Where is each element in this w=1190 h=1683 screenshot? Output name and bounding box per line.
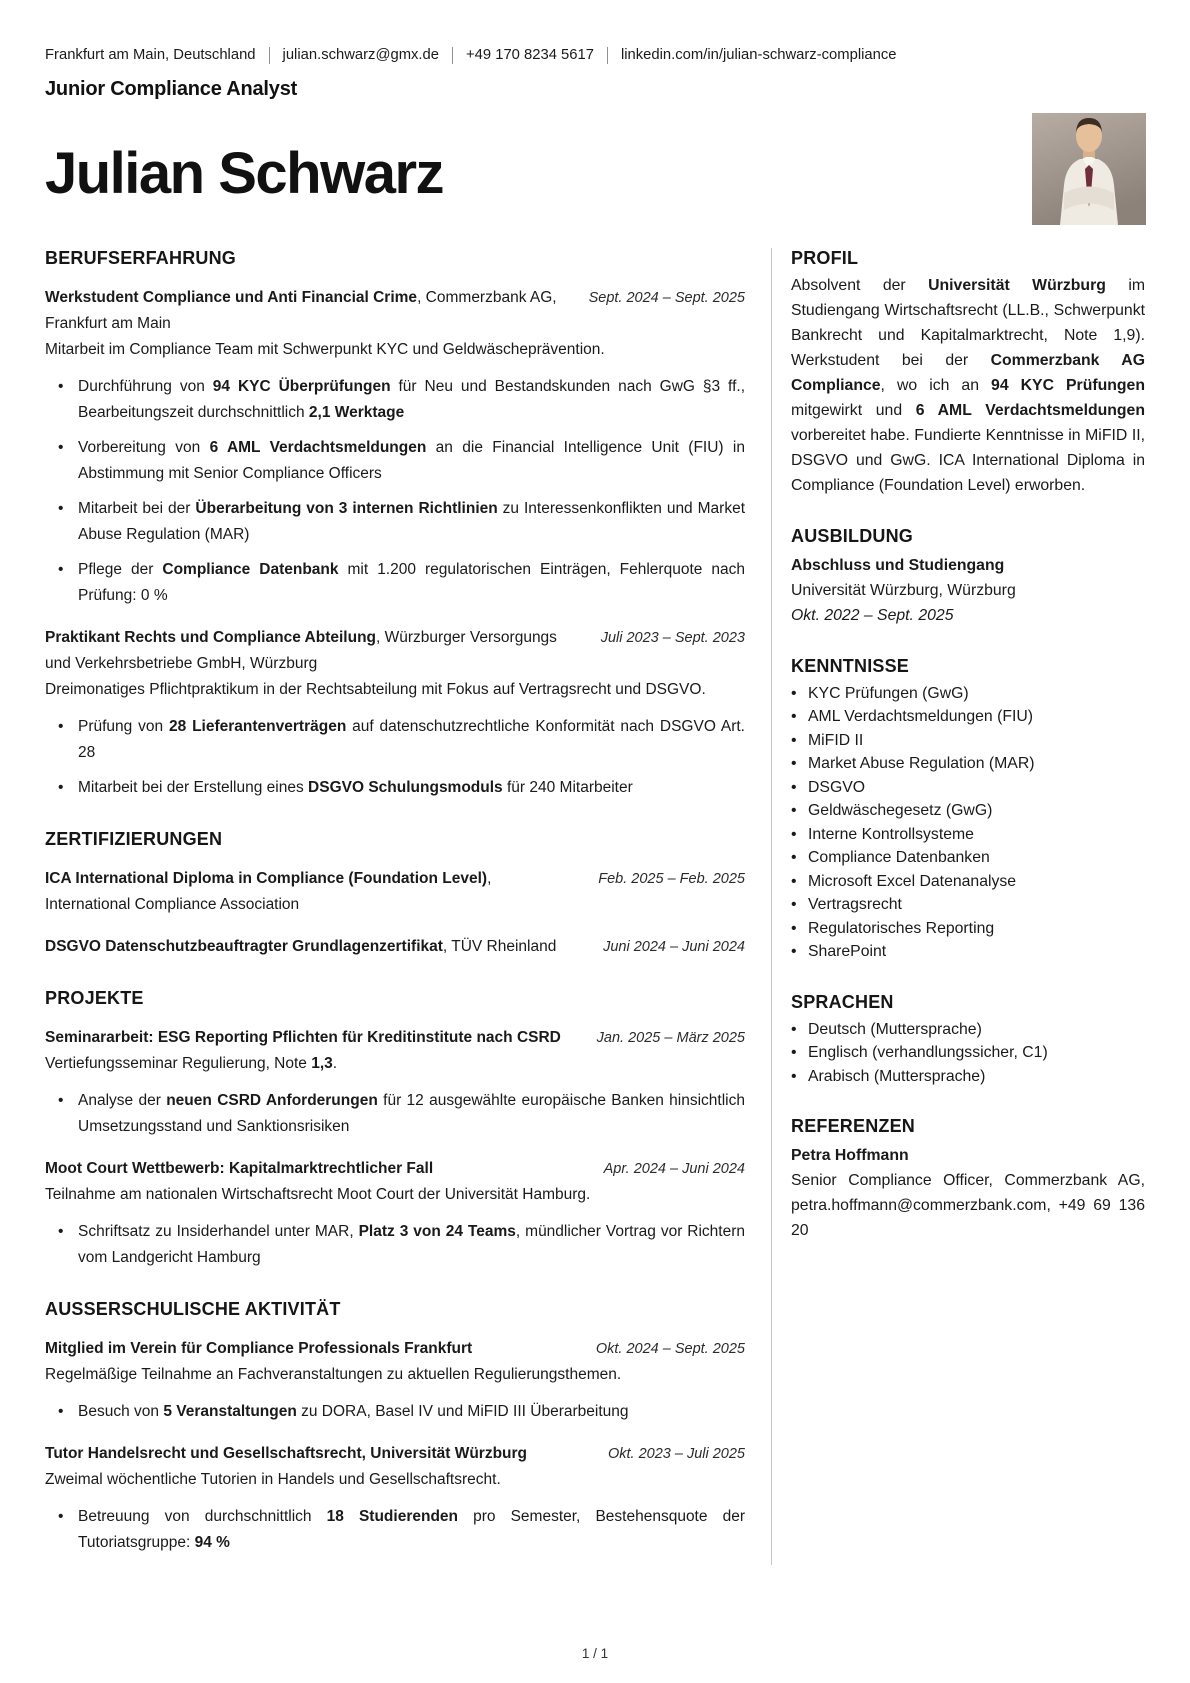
entry-title-row [45,625,745,677]
education-degree: Abschluss und Studiengang [791,556,1005,574]
skill-label: SharePoint [808,943,887,961]
language-item [791,1019,1145,1042]
bullet-list [45,1088,745,1140]
bullet-text: Prüfung von 28 Lieferantenverträgen auf datenschutzrechtliche Konformität nach DSGVO Art. 28 [78,717,745,761]
bullet-icon: • [791,802,797,820]
profile-photo [1032,113,1146,225]
skill-item [791,941,1145,964]
section-projekte [45,988,745,1271]
section-heading: ZERTIFIZIERUNGEN [45,828,223,849]
contact-phone: +49 170 8234 5617 [466,47,594,63]
project-entry [45,1156,745,1271]
entry-date: Sept. 2024 – Sept. 2025 [588,289,745,306]
skill-label: DSGVO [808,778,866,796]
experience-entry [45,285,745,609]
bullet-icon: • [58,560,64,578]
bullet-icon: • [58,377,64,395]
right-column [791,248,1145,1565]
bullet-icon: • [791,849,797,867]
section-heading: PROJEKTE [45,987,144,1008]
reference-details: Senior Compliance Officer, Commerzbank AG, petra.hoffmann@commerzbank.com, +49 69 136 20 [791,1172,1145,1240]
section-ausserschulische-aktivitaet [45,1299,745,1556]
bullet-list [45,1219,745,1271]
contact-location: Frankfurt am Main, Deutschland [45,47,256,63]
page-number: 1 / 1 [581,1646,609,1661]
bullet-icon: • [58,1507,64,1525]
bullet-item [45,1399,745,1425]
section-ausbildung [791,526,1145,628]
bullet-icon: • [58,778,64,796]
skill-item [791,894,1145,917]
bullet-item [45,1219,745,1271]
skill-item [791,683,1145,706]
languages-list [791,1019,1145,1089]
bullet-text: Analyse der neuen CSRD Anforderungen für 12 ausgewählte europäische Banken hinsichtlich Umsetzungsstand und Sanktionsrisiken [78,1091,745,1135]
entry-summary: Zweimal wöchentliche Tutorien in Handels und Gesellschaftsrecht. [45,1470,501,1488]
skill-label: Microsoft Excel Datenanalyse [808,872,1017,890]
entry-title-row [45,934,745,960]
bullet-icon: • [791,684,797,702]
bullet-item [45,435,745,487]
contact-separator [452,47,453,64]
entry-summary: Vertiefungsseminar Regulierung, Note 1,3. [45,1054,338,1072]
bullet-item [45,374,745,426]
bullet-icon: • [791,778,797,796]
section-sprachen [791,992,1145,1089]
entry-date: Juni 2024 – Juni 2024 [603,938,745,955]
contact-separator [607,47,608,64]
section-referenzen [791,1116,1145,1243]
education-date: Okt. 2022 – Sept. 2025 [791,606,954,624]
bullet-icon: • [791,825,797,843]
bullet-icon: • [58,1091,64,1109]
section-heading: REFERENZEN [791,1116,916,1137]
section-heading: AUSBILDUNG [791,525,913,546]
contact-email: julian.schwarz@gmx.de [282,47,440,63]
two-column-layout [45,248,1145,1565]
bullet-icon: • [58,438,64,456]
section-zertifizierungen [45,829,745,960]
section-profil [791,248,1145,498]
bullet-text: Betreuung von durchschnittlich 18 Studierenden pro Semester, Bestehensquote der Tutoriatsgruppe: 94 % [78,1507,745,1551]
bullet-text: Mitarbeit bei der Erstellung eines DSGVO Schulungsmoduls für 240 Mitarbeiter [78,778,633,796]
contact-separator [269,47,270,64]
bullet-text: Pflege der Compliance Datenbank mit 1.200 regulatorischen Einträgen, Fehlerquote nach Prüfung: 0 % [78,560,745,604]
skill-label: Vertragsrecht [808,896,902,914]
bullet-icon: • [791,872,797,890]
bullet-text: Durchführung von 94 KYC Überprüfungen für Neu und Bestandskunden nach GwG §3 ff., Bearbeitungszeit durchschnittlich 2,1 Werktage [78,377,746,421]
language-item [791,1066,1145,1089]
entry-title: DSGVO Datenschutzbeauftragter Grundlagenzertifikat, TÜV Rheinland [45,937,557,955]
entry-title: Mitglied im Verein für Compliance Professionals Frankfurt [45,1339,473,1357]
activity-entry [45,1441,745,1556]
skill-label: MiFID II [808,731,864,749]
skill-item [791,847,1145,870]
bullet-text: Vorbereitung von 6 AML Verdachtsmeldungen an die Financial Intelligence Unit (FIU) in Abstimmung mit Senior Compliance Officers [78,438,745,482]
skills-list [791,683,1145,964]
bullet-list [45,1504,745,1556]
section-heading: PROFIL [791,247,859,268]
reference-name: Petra Hoffmann [791,1147,909,1165]
section-heading: SPRACHEN [791,991,894,1012]
language-label: Arabisch (Muttersprache) [808,1067,986,1085]
skill-item [791,706,1145,729]
bullet-text: Besuch von 5 Veranstaltungen zu DORA, Basel IV und MiFID III Überarbeitung [78,1402,629,1420]
entry-title-row [45,866,745,918]
bullet-list [45,374,745,609]
entry-title-row [45,1025,745,1051]
skill-label: AML Verdachtsmeldungen (FIU) [808,708,1034,726]
section-heading: KENNTNISSE [791,655,910,676]
skill-item [791,730,1145,753]
activity-entry [45,1336,745,1425]
left-column [45,248,745,1565]
job-title: Junior Compliance Analyst [45,78,298,100]
skill-label: Market Abuse Regulation (MAR) [808,755,1035,773]
bullet-icon: • [791,731,797,749]
bullet-icon: • [58,717,64,735]
section-heading: AUSSERSCHULISCHE AKTIVITÄT [45,1298,341,1319]
bullet-list [45,714,745,801]
bullet-item [45,714,745,766]
entry-summary: Dreimonatiges Pflichtpraktikum in der Rechtsabteilung mit Fokus auf Vertragsrecht und DSGVO. [45,680,706,698]
bullet-item [45,1504,745,1556]
column-divider [771,248,772,1565]
bullet-list [45,1399,745,1425]
bullet-icon: • [791,1020,797,1038]
entry-summary: Regelmäßige Teilnahme an Fachveranstaltungen zu aktuellen Regulierungsthemen. [45,1365,622,1383]
bullet-icon: • [791,755,797,773]
bullet-icon: • [791,1044,797,1062]
skill-item [791,777,1145,800]
skill-label: Regulatorisches Reporting [808,919,995,937]
entry-title-row [45,1156,745,1182]
section-kenntnisse [791,656,1145,964]
section-heading: BERUFSERFAHRUNG [45,247,237,268]
bullet-item [45,557,745,609]
entry-summary: Mitarbeit im Compliance Team mit Schwerpunkt KYC und Geldwäscheprävention. [45,340,605,358]
language-item [791,1042,1145,1065]
contact-row [45,44,1145,66]
skill-item [791,824,1145,847]
skill-item [791,800,1145,823]
experience-entry [45,625,745,801]
entry-title-row [45,285,745,337]
bullet-text: Mitarbeit bei der Überarbeitung von 3 internen Richtlinien zu Interessenkonflikten und Market Abuse Regulation (MAR) [78,499,746,543]
entry-date: Okt. 2023 – Juli 2025 [607,1445,745,1462]
entry-summary: Teilnahme am nationalen Wirtschaftsrecht Moot Court der Universität Hamburg. [45,1185,591,1203]
certification-entry [45,866,745,918]
language-label: Deutsch (Muttersprache) [808,1020,982,1038]
entry-title: Werkstudent Compliance und Anti Financial Crime, Commerzbank AG, Frankfurt am Main [45,288,557,332]
bullet-icon: • [791,943,797,961]
bullet-icon: • [791,708,797,726]
entry-title-row [45,1336,745,1362]
project-entry [45,1025,745,1140]
skill-item [791,753,1145,776]
bullet-icon: • [791,896,797,914]
entry-date: Jan. 2025 – März 2025 [596,1029,745,1046]
bullet-icon: • [58,499,64,517]
bullet-text: Schriftsatz zu Insiderhandel unter MAR, Platz 3 von 24 Teams, mündlicher Vortrag vor Richtern vom Landgericht Hamburg [78,1222,746,1266]
skill-label: Interne Kontrollsysteme [808,825,974,843]
certification-entry [45,934,745,960]
person-name: Julian Schwarz [45,141,444,206]
entry-title: Tutor Handelsrecht und Gesellschaftsrecht, Universität Würzburg [45,1444,528,1462]
language-label: Englisch (verhandlungssicher, C1) [808,1044,1048,1062]
entry-date: Okt. 2024 – Sept. 2025 [595,1340,745,1357]
entry-date: Juli 2023 – Sept. 2023 [600,629,745,646]
entry-title: ICA International Diploma in Compliance (Foundation Level), International Compliance Association [45,869,492,913]
entry-title: Moot Court Wettbewerb: Kapitalmarktrechtlicher Fall [45,1159,434,1177]
bullet-item [45,1088,745,1140]
skill-item [791,918,1145,941]
skill-item [791,871,1145,894]
bullet-item [45,496,745,548]
bullet-icon: • [58,1222,64,1240]
education-school: Universität Würzburg, Würzburg [791,581,1016,599]
entry-title: Praktikant Rechts und Compliance Abteilung, Würzburger Versorgungs und Verkehrsbetriebe GmbH, Würzburg [45,628,557,672]
entry-date: Apr. 2024 – Juni 2024 [603,1160,745,1177]
bullet-icon: • [58,1402,64,1420]
entry-title: Seminararbeit: ESG Reporting Pflichten für Kreditinstitute nach CSRD [45,1028,561,1046]
contact-linkedin: linkedin.com/in/julian-schwarz-compliance [620,47,897,63]
entry-title-row [45,1441,745,1467]
skill-label: KYC Prüfungen (GwG) [808,684,969,702]
bullet-icon: • [791,919,797,937]
entry-date: Feb. 2025 – Feb. 2025 [598,870,745,887]
section-berufserfahrung [45,248,745,801]
skill-label: Geldwäschegesetz (GwG) [808,802,993,820]
bullet-icon: • [791,1067,797,1085]
skill-label: Compliance Datenbanken [808,849,990,867]
bullet-item [45,775,745,801]
profile-paragraph: Absolvent der Universität Würzburg im Studiengang Wirtschaftsrecht (LL.B., Schwerpunkt Bankrecht und Kapitalmarktrecht, Note 1,9). Werkstudent bei der Commerzbank AG Compliance, wo ich an 94 KYC Prüfungen mitgewirkt und 6 AML Verdachtsmeldungen vorbereitet habe. Fundierte Kenntnisse in MiFID II, DSGVO und GwG. ICA International Diploma in Compliance (Foundation Level) erworben. [791,276,1146,494]
